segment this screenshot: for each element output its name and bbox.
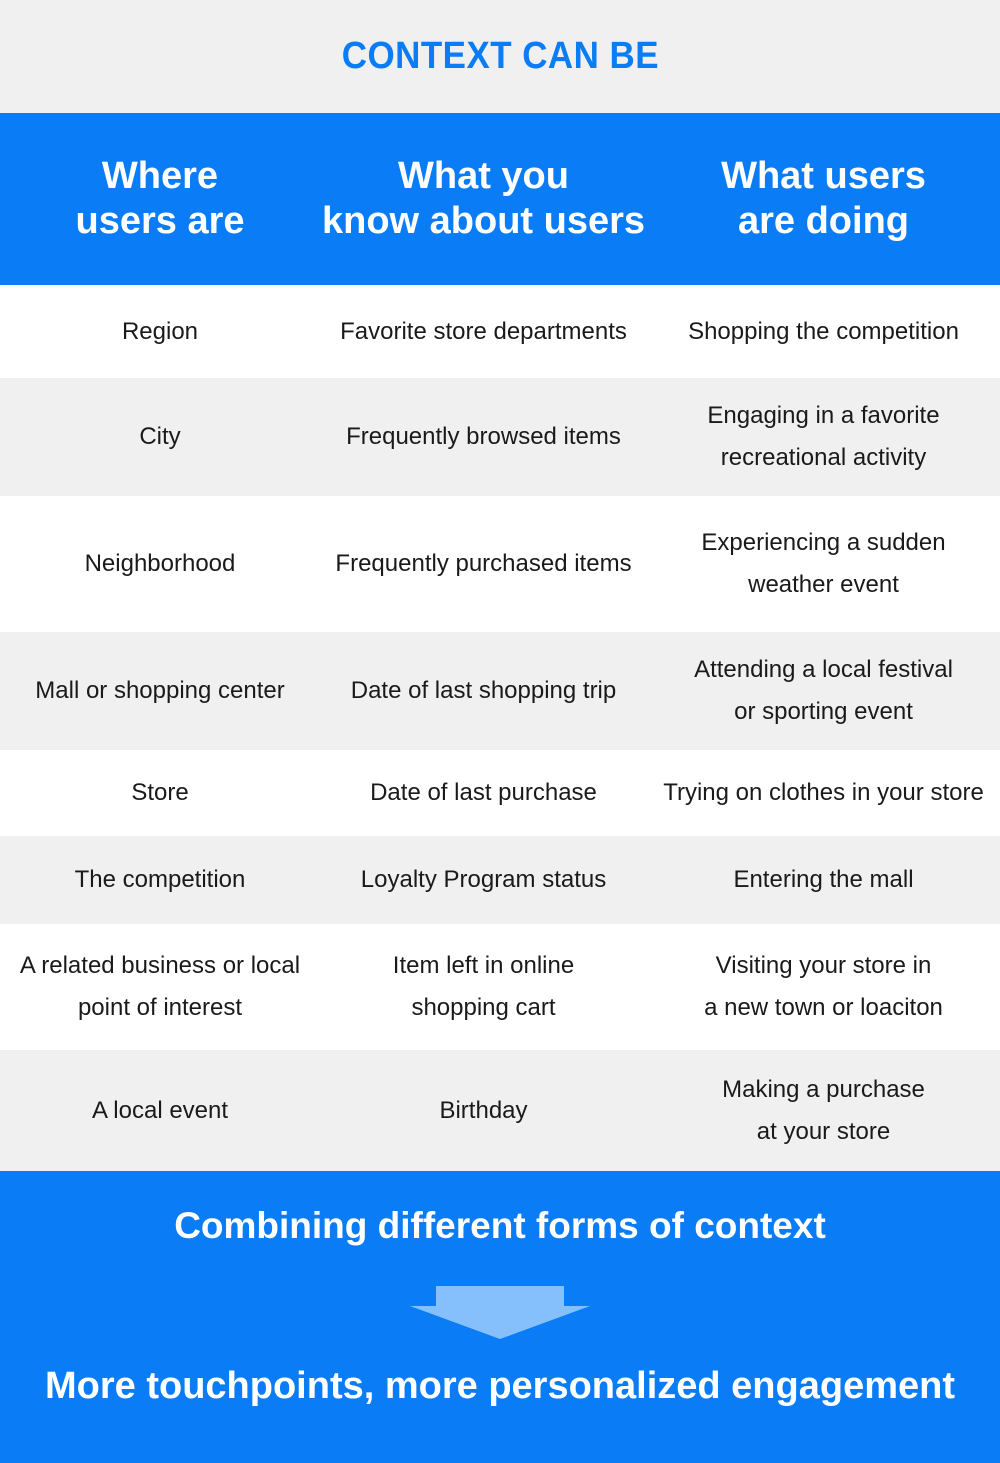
table-cell: Engaging in a favorite recreational activity	[707, 402, 940, 471]
column-header-what-users-do: What users are doing	[721, 155, 926, 242]
column-header-where: Where users are	[75, 155, 245, 242]
table-cell: Frequently browsed items	[346, 423, 621, 450]
table-cell: The competition	[74, 866, 246, 893]
table-row	[0, 750, 1000, 836]
table-body	[0, 285, 1000, 1171]
table-row	[0, 836, 1000, 924]
table-cell: Neighborhood	[84, 550, 236, 577]
table-cell: Making a purchase at your store	[722, 1075, 925, 1145]
table-row	[0, 285, 1000, 378]
table-cell: Trying on clothes in your store	[663, 779, 984, 806]
page-title: CONTEXT CAN BE	[341, 35, 659, 77]
table-cell: Region	[121, 317, 199, 345]
table-cell: Date of last shopping trip	[350, 677, 617, 704]
footer-banner	[0, 1171, 1000, 1463]
table-cell: Loyalty Program status	[360, 866, 607, 893]
table-cell: A related business or local point of interest	[19, 952, 301, 1021]
table-cell: Item left in online shopping cart	[392, 952, 575, 1021]
title-bar	[0, 0, 1000, 113]
table-cell: Attending a local festival or sporting event	[694, 656, 953, 725]
table-cell: City	[139, 423, 181, 450]
table-cell: Mall or shopping center	[35, 677, 285, 704]
table-cell: Frequently purchased items	[335, 550, 632, 577]
column-header-what-you-know: What you know about users	[321, 155, 646, 242]
footer-combining-text: Combining different forms of context	[174, 1205, 826, 1246]
table-row	[0, 632, 1000, 750]
table-cell: Entering the mall	[733, 866, 914, 893]
arrow-down-icon	[410, 1286, 590, 1339]
table-cell: Shopping the competition	[688, 317, 959, 345]
table-header	[0, 113, 1000, 285]
table-cell: Birthday	[439, 1096, 528, 1124]
table-row	[0, 496, 1000, 632]
table-row	[0, 924, 1000, 1050]
table-row	[0, 1050, 1000, 1171]
table-cell: Store	[131, 779, 189, 806]
footer-result-text: More touchpoints, more personalized engagement	[44, 1365, 955, 1407]
table-cell: Favorite store departments	[340, 317, 627, 345]
table-cell: Date of last purchase	[370, 779, 597, 806]
table-cell: Experiencing a sudden weather event	[701, 529, 946, 598]
table-cell: A local event	[91, 1096, 229, 1124]
table-row	[0, 378, 1000, 496]
table-cell: Visiting your store in a new town or loaciton	[704, 952, 943, 1021]
